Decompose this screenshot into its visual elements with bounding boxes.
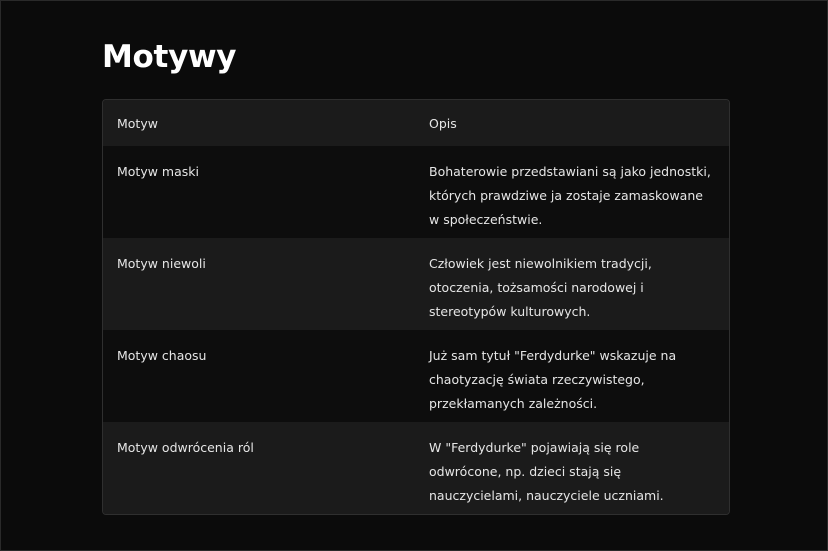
cell-motyw: Motyw maski [117,164,199,179]
table-header-row [103,100,729,146]
motifs-table-container [102,99,730,515]
cell-motyw: Motyw chaosu [117,348,207,363]
column-header-motyw: Motyw [117,115,158,131]
table-row [103,146,729,238]
table-row [103,238,729,330]
table-row [103,330,729,422]
cell-opis: Już sam tytuł "Ferdydurke" wskazuje na chaotyzację świata rzeczywistego, przekłamanych zależności. [429,348,677,411]
column-header-opis: Opis [429,115,457,131]
motifs-table [103,100,729,514]
cell-opis: W "Ferdydurke" pojawiają się role odwrócone, np. dzieci stają się nauczycielami, nauczyciele uczniami. [429,440,664,503]
page-title: Motywy [102,39,237,75]
cell-opis: Bohaterowie przedstawiani są jako jednostki, których prawdziwe ja zostaje zamaskowane w społeczeństwie. [429,164,711,227]
cell-motyw: Motyw odwrócenia ról [117,440,254,455]
table-row [103,422,729,514]
cell-motyw: Motyw niewoli [117,256,206,271]
cell-opis: Człowiek jest niewolnikiem tradycji, otoczenia, tożsamości narodowej i stereotypów kulturowych. [429,256,652,319]
